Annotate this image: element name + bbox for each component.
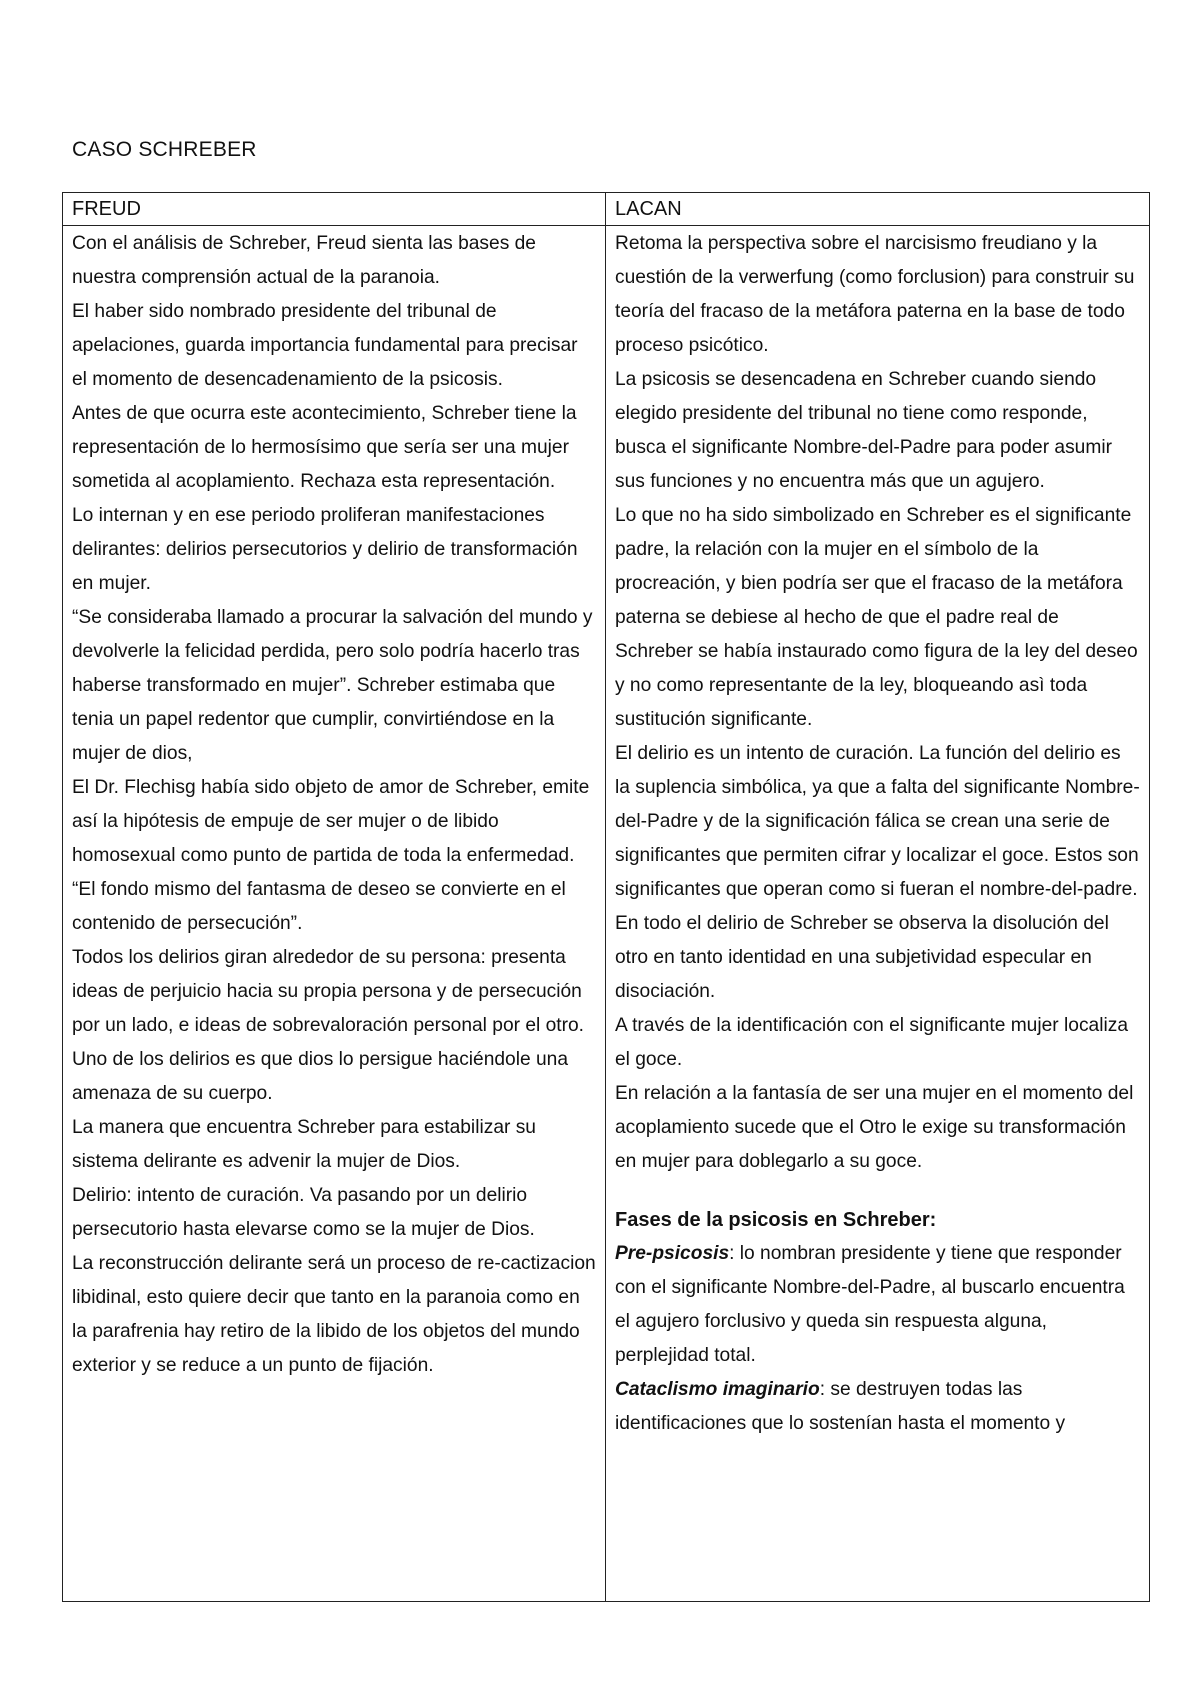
- paragraph-gap: [615, 1179, 1140, 1203]
- lacan-paragraph: La psicosis se desencadena en Schreber cuando siendo elegido presidente del tribunal no tiene como responde, busca el significante Nombre-del-Padre para poder asumir sus funciones y no encuentra más que un agujero.: [615, 369, 1112, 492]
- phase-text: : se destruyen todas las identificaciones que lo sostenían hasta el momento y: [615, 1379, 1066, 1434]
- lacan-paragraph: El delirio es un intento de curación. La función del delirio es la suplencia simbólica, ya que a falta del significante Nombre-del-Padre y de la significación fálica se crean una serie de significantes que permiten cifrar y localizar el goce. Estos son significantes que operan como si fueran el nombre-del-padre.: [615, 743, 1140, 900]
- freud-paragraph: El haber sido nombrado presidente del tribunal de apelaciones, guarda importancia fundamental para precisar el momento de desencadenamiento de la psicosis.: [72, 301, 578, 390]
- phases-title: Fases de la psicosis en Schreber:: [615, 1209, 937, 1231]
- freud-paragraph: La reconstrucción delirante será un proceso de re-cactizacion libidinal, esto quiere decir que tanto en la paranoia como en la parafrenia hay retiro de la libido de los objetos del mundo exterior y se reduce a un punto de fijación.: [72, 1253, 596, 1376]
- table-body-row: [63, 226, 1150, 1602]
- table-header-row: [63, 193, 1150, 226]
- freud-paragraph: Con el análisis de Schreber, Freud sienta las bases de nuestra comprensión actual de la paranoia.: [72, 233, 536, 288]
- freud-paragraph: Lo internan y en ese periodo proliferan manifestaciones delirantes: delirios persecutorios y delirio de transformación en mujer.: [72, 505, 578, 594]
- document-title: CASO SCHREBER: [72, 138, 257, 161]
- header-lacan: LACAN: [606, 193, 1150, 226]
- phase-name: Cataclismo imaginario: [615, 1379, 820, 1400]
- freud-paragraph: Antes de que ocurra este acontecimiento, Schreber tiene la representación de lo hermosísimo que sería ser una mujer sometida al acoplamiento. Rechaza esta representación.: [72, 403, 577, 492]
- freud-paragraph: Todos los delirios giran alrededor de su persona: presenta ideas de perjuicio hacia su propia persona y de persecución por un lado, e ideas de sobrevaloración personal por el otro.: [72, 947, 584, 1036]
- phase-item: [615, 1237, 1140, 1373]
- freud-paragraph: Delirio: intento de curación. Va pasando por un delirio persecutorio hasta elevarse como se la mujer de Dios.: [72, 1185, 535, 1240]
- lacan-paragraph: Retoma la perspectiva sobre el narcisismo freudiano y la cuestión de la verwerfung (como forclusion) para construir su teoría del fracaso de la metáfora paterna en la base de todo proceso psicótico.: [615, 233, 1135, 356]
- freud-paragraph: “Se consideraba llamado a procurar la salvación del mundo y devolverle la felicidad perdida, pero solo podría hacerlo tras haberse transformado en mujer”. Schreber estimaba que tenia un papel redentor que cumplir, convirtiéndose en la mujer de dios,: [72, 607, 593, 764]
- freud-paragraph: Uno de los delirios es que dios lo persigue haciéndole una amenaza de su cuerpo.: [72, 1049, 569, 1104]
- lacan-paragraph: En relación a la fantasía de ser una mujer en el momento del acoplamiento sucede que el Otro le exige su transformación en mujer para doblegarlo a su goce.: [615, 1083, 1134, 1172]
- phase-text: : lo nombran presidente y tiene que responder con el significante Nombre-del-Padre, al buscarlo encuentra el agujero forclusivo y queda sin respuesta alguna, perplejidad total.: [615, 1243, 1125, 1366]
- lacan-paragraph: A través de la identificación con el significante mujer localiza el goce.: [615, 1015, 1129, 1070]
- freud-paragraph: La manera que encuentra Schreber para estabilizar su sistema delirante es advenir la mujer de Dios.: [72, 1117, 536, 1172]
- lacan-column: [606, 226, 1150, 1602]
- header-freud: FREUD: [63, 193, 606, 226]
- lacan-paragraph: En todo el delirio de Schreber se observa la disolución del otro en tanto identidad en una subjetividad especular en disociación.: [615, 913, 1109, 1002]
- phase-name: Pre-psicosis: [615, 1243, 730, 1264]
- phase-item: [615, 1373, 1140, 1441]
- comparison-table: [62, 192, 1150, 1602]
- freud-column: [63, 226, 606, 1602]
- lacan-paragraph: Lo que no ha sido simbolizado en Schreber es el significante padre, la relación con la mujer en el símbolo de la procreación, y bien podría ser que el fracaso de la metáfora paterna se debiese al hecho de que el padre real de Schreber se había instaurado como figura de la ley del deseo y no como representante de la ley, bloqueando asì toda sustitución significante.: [615, 505, 1138, 730]
- freud-paragraph: El Dr. Flechisg había sido objeto de amor de Schreber, emite así la hipótesis de empuje de ser mujer o de libido homosexual como punto de partida de toda la enfermedad. “El fondo mismo del fantasma de deseo se convierte en el contenido de persecución”.: [72, 777, 590, 934]
